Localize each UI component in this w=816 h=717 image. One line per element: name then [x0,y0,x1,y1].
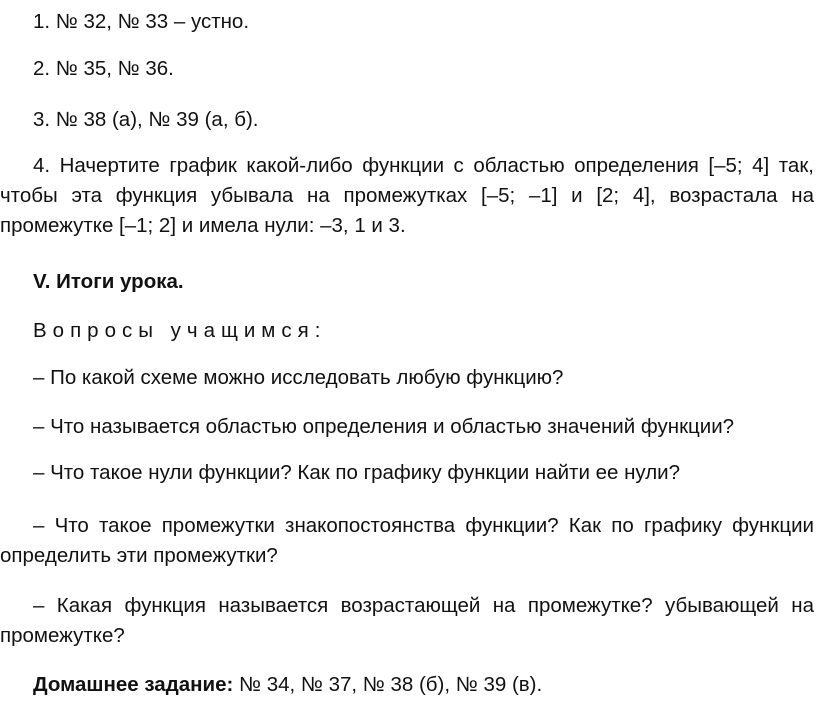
question-4: – Что такое промежутки знакопостоянства функции? Как по графику функции определить эти промежутки? [0,514,814,567]
questions-colon: : [314,319,321,342]
question-2: – Что называется областью определения и областью значений функции? [33,415,735,438]
question-1: – По какой схеме можно исследовать любую функцию? [33,366,564,389]
item-1: 1. № 32, № 33 – устно. [33,10,250,33]
item-4: 4. Начертите график какой-либо функции с областью определения [–5; 4] так, чтобы эта функция убывала на промежутках [–5; –1] и [2; 4], возрастала на промежутке [–1; 2] и имела нули: –3, 1 и 3. [0,154,814,237]
homework-text: № 34, № 37, № 38 (б), № 39 (в). [233,673,543,696]
homework [33,673,542,697]
section-title: V. Итоги урока. [33,270,184,293]
item-3: 3. № 38 (а), № 39 (а, б). [33,108,259,131]
question-5: – Какая функция называется возрастающей на промежутке? убывающей на промежутке? [0,594,814,647]
item-2: 2. № 35, № 36. [33,57,174,80]
questions-label: Вопросы учащимся [33,319,315,342]
questions-heading [33,319,320,343]
homework-label: Домашнее задание: [33,673,234,696]
question-3: – Что такое нули функции? Как по графику функции найти ее нули? [33,461,681,484]
